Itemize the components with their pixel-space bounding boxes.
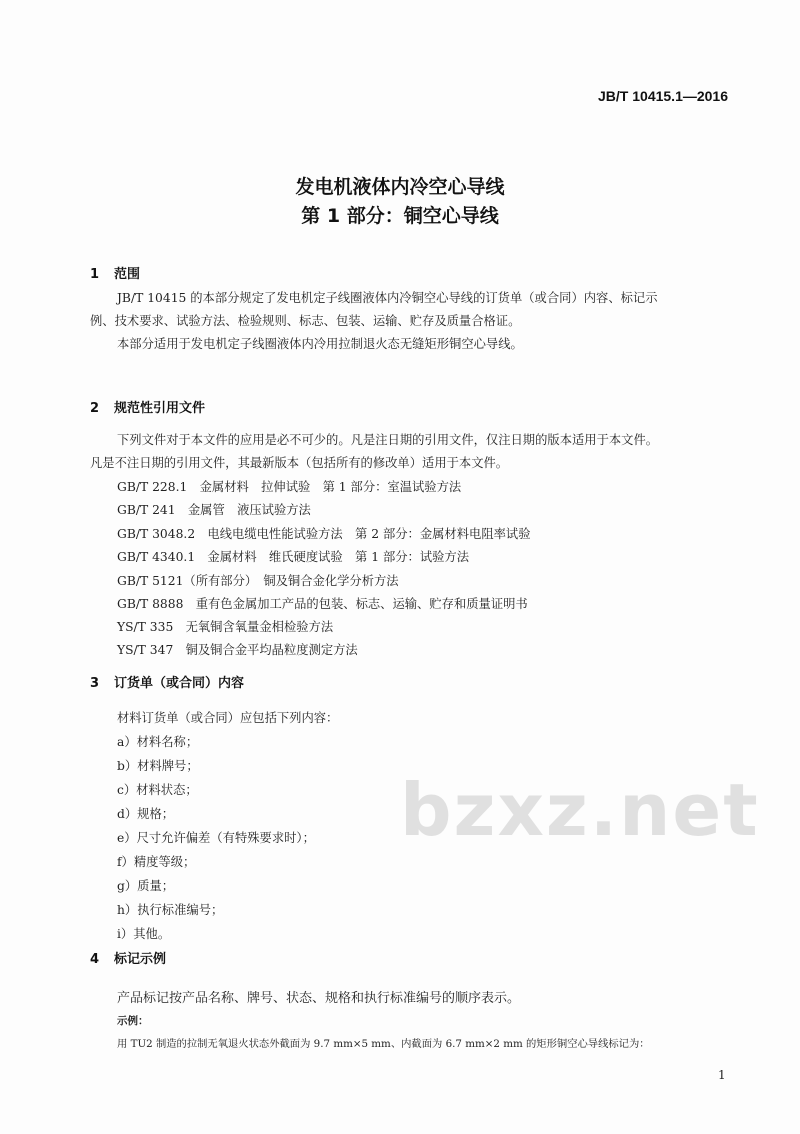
- reference-item: GB/T 8888 重有色金属加工产品的包装、标志、运输、贮存和质量证明书: [117, 597, 528, 611]
- section-heading-1: 1 范围: [90, 267, 141, 282]
- list-item: i）其他。: [117, 927, 171, 941]
- list-item: g）质量；: [117, 879, 175, 893]
- example-label: 示例：: [117, 1015, 149, 1027]
- paragraph: 产品标记按产品名称、牌号、状态、规格和执行标准编号的顺序表示。: [117, 991, 521, 1006]
- paragraph: 凡是不注日期的引用文件，其最新版本（包括所有的修改单）适用于本文件。: [90, 456, 509, 470]
- list-item: b）材料牌号；: [117, 759, 199, 773]
- list-item: f）精度等级；: [117, 855, 196, 869]
- standard-code: JB/T 10415.1—2016: [598, 88, 728, 104]
- section-heading-3: 3 订货单（或合同）内容: [90, 676, 245, 691]
- reference-item: GB/T 4340.1 金属材料 维氏硬度试验 第 1 部分：试验方法: [117, 550, 470, 564]
- reference-item: YS/T 335 无氧铜含氧量金相检验方法: [117, 620, 334, 634]
- section-heading-4: 4 标记示例: [90, 952, 167, 967]
- list-item: h）执行标准编号；: [117, 903, 224, 917]
- list-item: e）尺寸允许偏差（有特殊要求时）；: [117, 831, 315, 845]
- doc-title: 发电机液体内冷空心导线: [295, 176, 505, 198]
- list-item: d）规格；: [117, 807, 175, 821]
- doc-subtitle: 第 1 部分：铜空心导线: [301, 205, 499, 227]
- reference-item: GB/T 228.1 金属材料 拉伸试验 第 1 部分：室温试验方法: [117, 480, 462, 494]
- paragraph: 下列文件对于本文件的应用是必不可少的。凡是注日期的引用文件，仅注日期的版本适用于本文件。: [117, 433, 659, 447]
- example-text: 用 TU2 制造的拉制无氧退火状态外截面为 9.7 mm×5 mm、内截面为 6.7 mm×2 mm 的矩形铜空心导线标记为：: [117, 1038, 650, 1050]
- paragraph: 例、技术要求、试验方法、检验规则、标志、包装、运输、贮存及质量合格证。: [90, 314, 521, 328]
- paragraph: 本部分适用于发电机定子线圈液体内冷用拉制退火态无缝矩形铜空心导线。: [117, 337, 523, 351]
- reference-item: YS/T 347 铜及铜合金平均晶粒度测定方法: [117, 643, 358, 657]
- paragraph: 材料订货单（或合同）应包括下列内容：: [117, 711, 339, 725]
- list-item: c）材料状态；: [117, 783, 198, 797]
- reference-item: GB/T 241 金属管 液压试验方法: [117, 503, 311, 517]
- watermark: bzxz.net: [400, 768, 760, 852]
- reference-item: GB/T 5121（所有部分） 铜及铜合金化学分析方法: [117, 574, 399, 588]
- list-item: a）材料名称；: [117, 735, 199, 749]
- page-number: 1: [718, 1068, 726, 1082]
- reference-item: GB/T 3048.2 电线电缆电性能试验方法 第 2 部分：金属材料电阻率试验: [117, 527, 531, 541]
- paragraph: JB/T 10415 的本部分规定了发电机定子线圈液体内冷铜空心导线的订货单（或合同）内容、标记示: [117, 291, 658, 305]
- section-heading-2: 2 规范性引用文件: [90, 401, 206, 416]
